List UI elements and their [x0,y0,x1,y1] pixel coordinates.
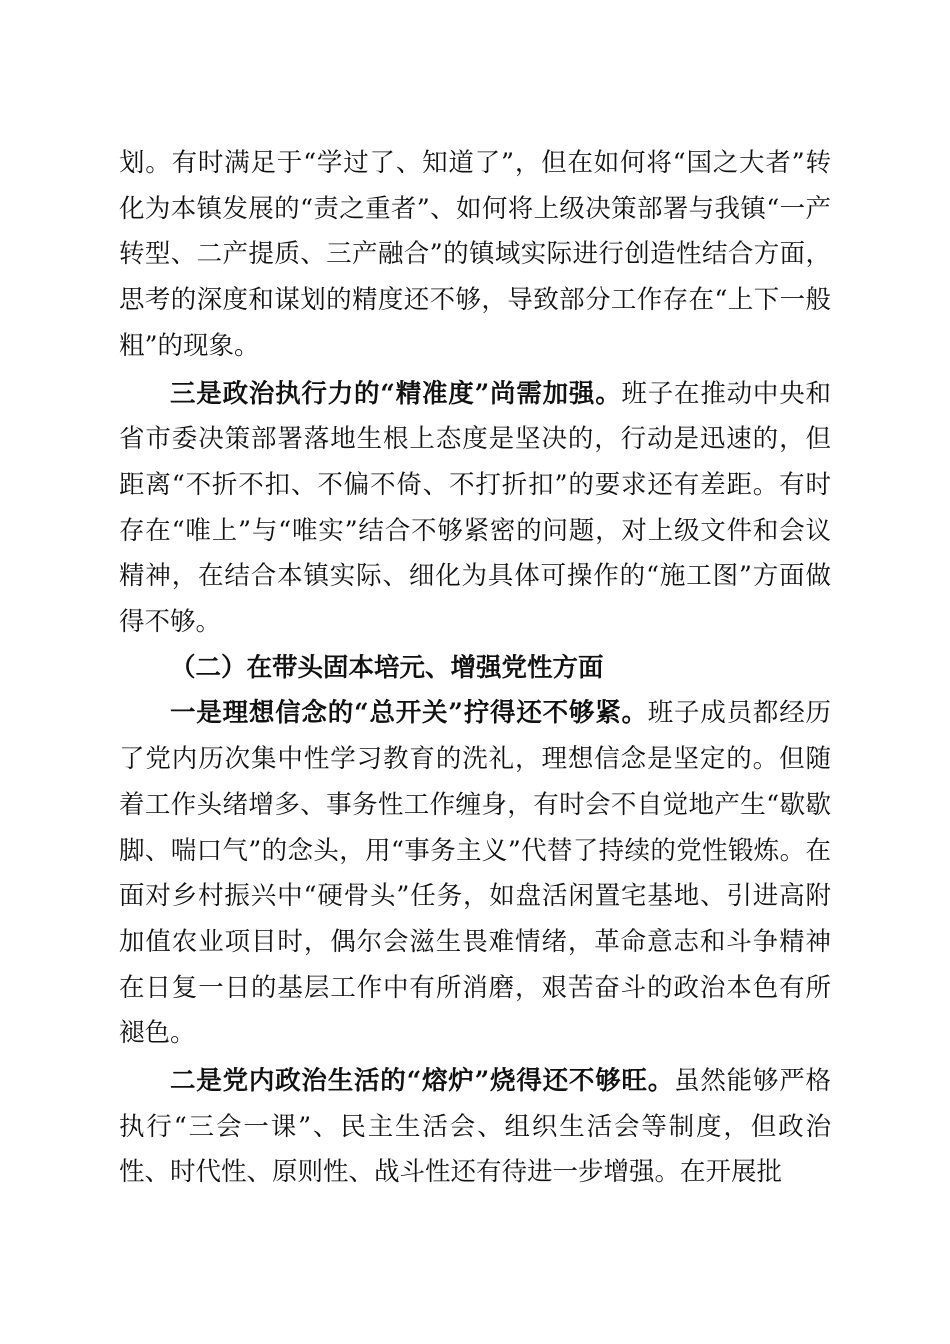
paragraph-text: 班子成员都经历了党内历次集中性学习教育的洗礼，理想信念是坚定的。但随着工作头绪增多、事务性工作缠身，有时会不自觉地产生“歇歇脚、喘口气”的念头，用“事务主义”代替了持续的党性锻炼。在面对乡村振兴中“硬骨头”任务，如盘活闲置宅基地、引进高附加值农业项目时，偶尔会滋生畏难情绪，革命意志和斗争精神在日复一日的基层工作中有所消磨，艰苦奋斗的政治本色有所褪色。 [119,698,831,1049]
paragraph-continuation [119,141,831,370]
paragraph-lead: 三是政治执行力的“精准度”尚需加强。 [170,378,622,409]
paragraph-party-life [119,1059,831,1196]
paragraph-lead: 一是理想信念的“总开关”拧得还不够紧。 [170,698,648,729]
paragraph-text: 划。有时满足于“学过了、知道了”，但在如何将“国之大者”转化为本镇发展的“责之重者”、如何将上级决策部署与我镇“一产转型、二产提质、三产融合”的镇域实际进行创造性结合方面，思考的深度和谋划的精度还不够，导致部分工作存在“上下一般粗”的现象。 [119,148,831,361]
paragraph-text: 班子在推动中央和省市委决策部署落地生根上态度是坚决的，行动是迅速的，但距离“不折不扣、不偏不倚、不打折扣”的要求还有差距。有时存在“唯上”与“唯实”结合不够紧密的问题，对上级文件和会议精神，在结合本镇实际、细化为具体可操作的“施工图”方面做得不够。 [119,378,831,638]
section-heading: （二）在带头固本培元、增强党性方面 [170,652,604,683]
paragraph-text: 虽然能够严格执行“三会一课”、民主生活会、组织生活会等制度，但政治性、时代性、原则性、战斗性还有待进一步增强。在开展批 [119,1066,831,1188]
paragraph-ideals-beliefs [119,691,831,1057]
paragraph-lead: 二是党内政治生活的“熔炉”烧得还不够旺。 [170,1066,675,1097]
paragraph-political-execution [119,372,831,646]
document-body [119,141,831,1196]
